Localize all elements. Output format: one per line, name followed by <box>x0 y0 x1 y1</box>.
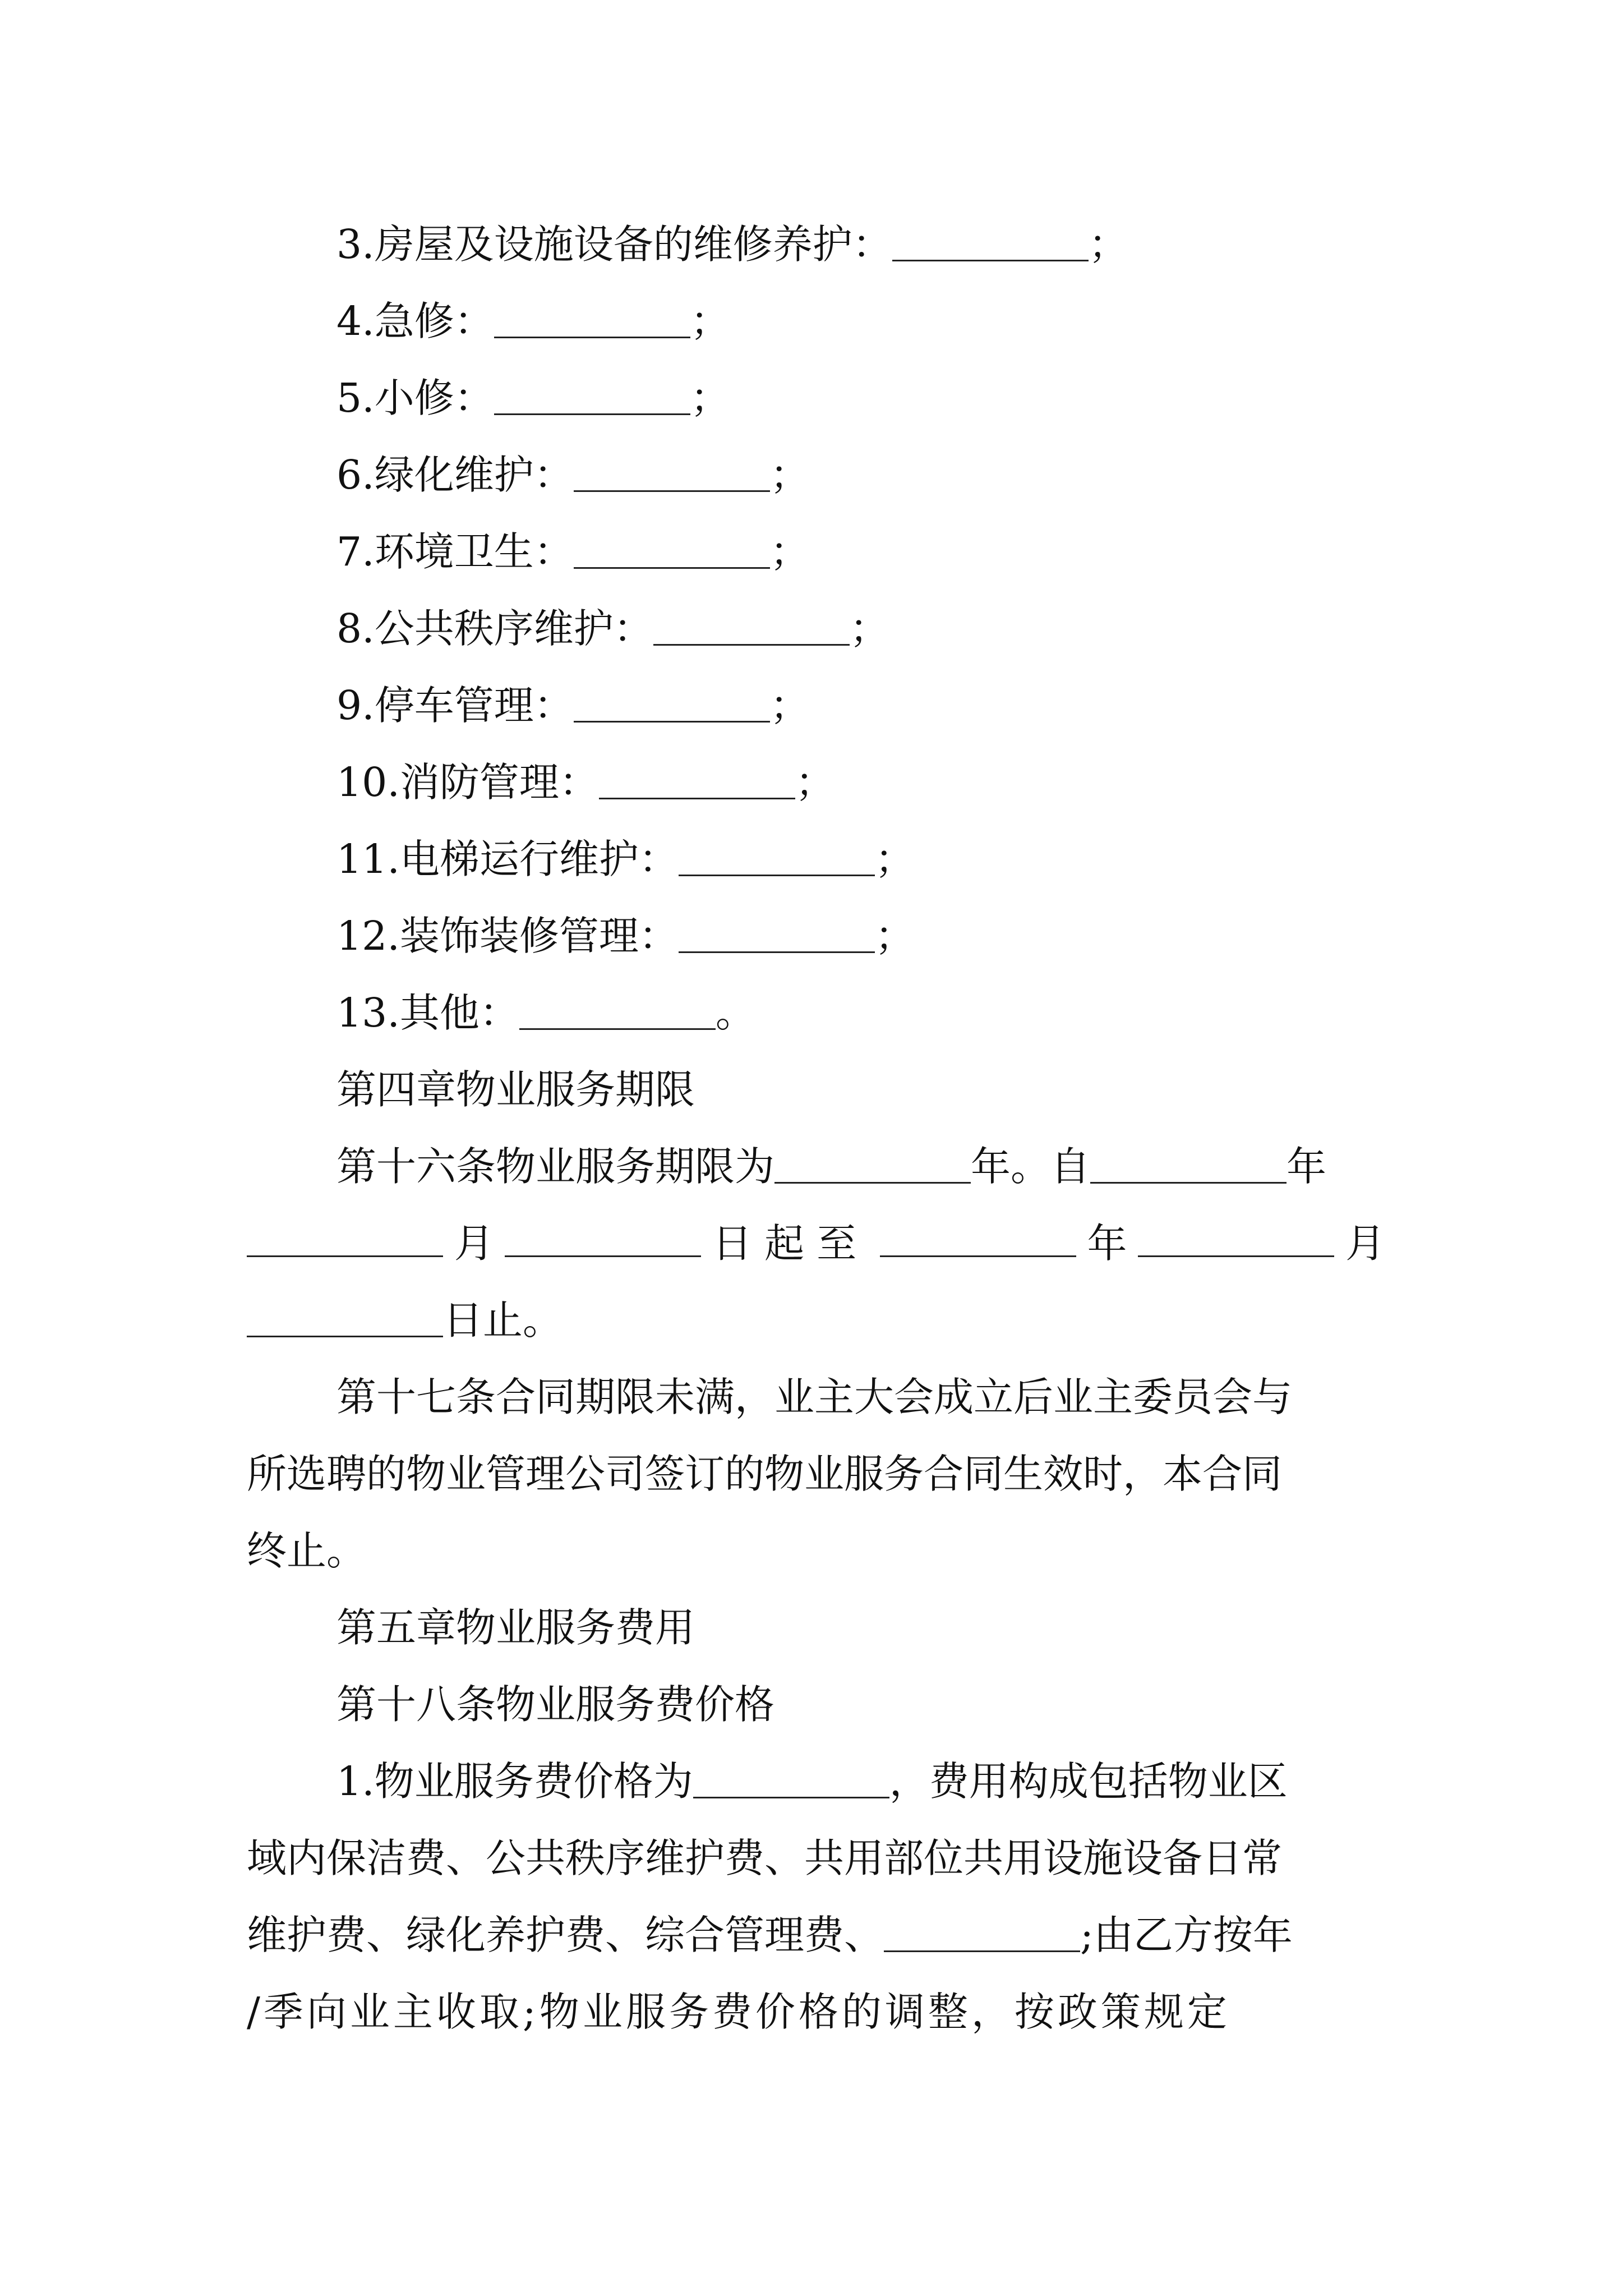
item-label: 6.绿化维护： <box>336 452 574 498</box>
fill-blank[interactable] <box>574 566 770 569</box>
fee-other-blank[interactable] <box>884 1949 1080 1952</box>
article-17-line-3: 终止。 <box>247 1527 367 1574</box>
fee-price-blank[interactable] <box>693 1796 889 1798</box>
item-label: 11.电梯运行维护： <box>336 836 679 882</box>
item-label: 9.停车管理： <box>336 682 574 729</box>
fill-blank[interactable] <box>494 412 690 415</box>
list-item-7: 7.环境卫生： ； <box>336 528 810 575</box>
item-label: 7.环境卫生： <box>336 528 574 575</box>
list-item-12: 12.装饰装修管理： ； <box>336 913 915 959</box>
list-item-8: 8.公共秩序维护： ； <box>336 605 889 652</box>
item-label: 8.公共秩序维护： <box>336 605 653 652</box>
article-18-line-1: 1.物业服务费价格为 ，费用构成包括物业区 <box>336 1758 1288 1805</box>
list-item-3: 3.房屋及设施设备的维修养护： ； <box>336 221 1128 268</box>
fill-blank[interactable] <box>679 950 875 953</box>
fill-blank[interactable] <box>679 873 875 876</box>
item-label: 3.房屋及设施设备的维修养护： <box>336 221 892 268</box>
chapter-4-heading: 第四章物业服务期限 <box>336 1066 695 1113</box>
article-18-title: 第十八条物业服务费价格 <box>336 1681 775 1728</box>
fill-blank[interactable] <box>494 335 690 338</box>
start-day-blank[interactable] <box>505 1254 701 1257</box>
chapter-5-heading: 第五章物业服务费用 <box>336 1604 695 1651</box>
end-day-blank[interactable] <box>247 1335 443 1337</box>
fill-blank[interactable] <box>574 720 770 723</box>
item-label: 12.装饰装修管理： <box>336 913 679 959</box>
list-item-10: 10.消防管理： ； <box>336 759 835 806</box>
article-16-line-3: 日止。 <box>247 1300 562 1340</box>
fill-blank[interactable] <box>519 1027 716 1030</box>
item-label: 4.急修： <box>336 298 494 344</box>
item-label: 10.消防管理： <box>336 759 599 806</box>
list-item-9: 9.停车管理： ； <box>336 682 810 729</box>
end-month-blank[interactable] <box>1138 1254 1334 1257</box>
list-item-4: 4.急修： ； <box>336 298 730 344</box>
list-item-13: 13.其他： 。 <box>336 990 755 1036</box>
article-18-line-4: /季向业主收取;物业服务费价格的调整，按政策规定 <box>247 1989 1230 2035</box>
fill-blank[interactable] <box>653 643 850 646</box>
fill-blank[interactable] <box>574 489 770 492</box>
article-17-line-1: 第十七条合同期限未满，业主大会成立后业主委员会与 <box>336 1374 1293 1420</box>
start-month-blank[interactable] <box>247 1254 443 1257</box>
list-item-11: 11.电梯运行维护： ； <box>336 836 915 882</box>
fill-blank[interactable] <box>892 259 1089 261</box>
item-label: 5.小修： <box>336 375 494 421</box>
item-label: 13.其他： <box>336 990 519 1036</box>
article-16-line-2: 月 日起至 年 月 <box>247 1223 1385 1263</box>
fill-blank[interactable] <box>599 797 795 799</box>
article-18-line-3: 维护费、绿化养护费、综合管理费、 ;由乙方按年 <box>247 1912 1293 1958</box>
list-item-5: 5.小修： ； <box>336 375 730 421</box>
article-16-line-1: 第十六条物业服务期限为 年。自 年 <box>336 1143 1327 1190</box>
start-year-blank[interactable] <box>1090 1181 1287 1184</box>
list-item-6: 6.绿化维护： ； <box>336 452 810 498</box>
article-18-line-2: 域内保洁费、公共秩序维护费、共用部位共用设施设备日常 <box>247 1835 1283 1881</box>
end-year-blank[interactable] <box>880 1254 1076 1257</box>
term-years-blank[interactable] <box>774 1181 971 1184</box>
article-17-line-2: 所选聘的物业管理公司签订的物业服务合同生效时，本合同 <box>247 1451 1283 1497</box>
